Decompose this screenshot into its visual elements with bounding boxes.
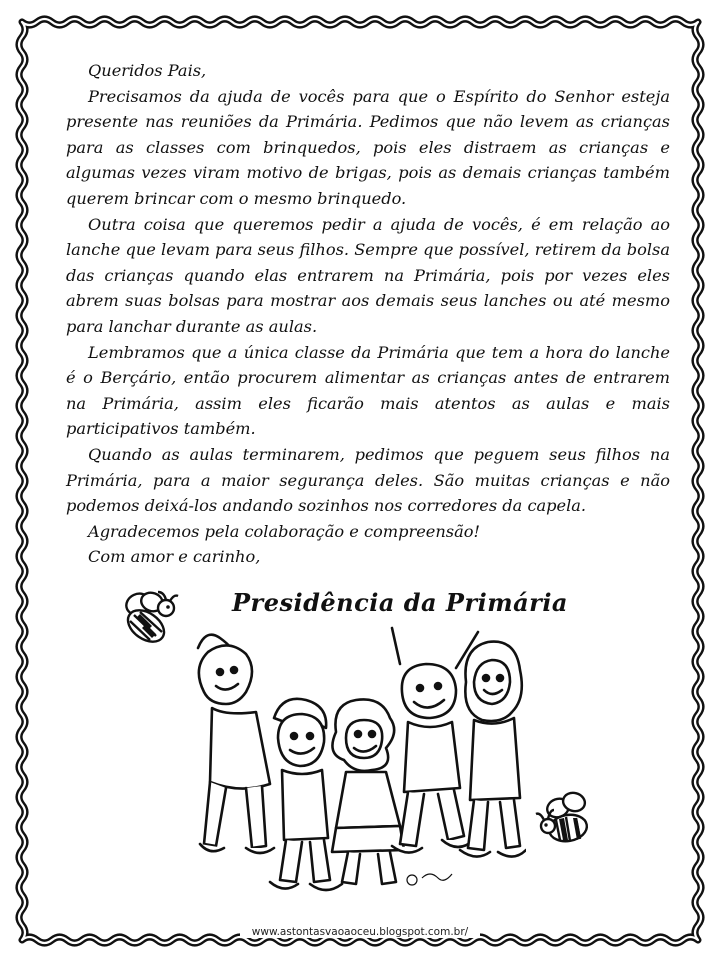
paragraph-nursery: Lembramos que a única classe da Primária que tem a hora do lanche é o Berçário, então procurem alimentar as crianças antes de entrarem na Primária, assim eles ficarão mais atentos as aulas e mais participativos também. [66,342,670,439]
paragraph-toys: Precisamos da ajuda de vocês para que o Espírito do Senhor esteja presente nas reuniões da Primária. Pedimos que não levem as crianças para as classes com brinquedos, pois eles distraem as crianças e algumas vezes viram motivo de brigas, pois as demais crianças também querem brincar com o mesmo brinquedo. [66,86,670,208]
bee-icon [108,588,188,652]
signature-title: Presidência da Primária [232,588,568,617]
letter-body [66,58,670,570]
salutation: Queridos Pais, [88,61,207,80]
closing-line: Com amor e carinho, [88,547,261,567]
children-group-illustration [186,608,526,908]
paragraph-snacks: Outra coisa que queremos pedir a ajuda de vocês, é em relação ao lanche que levam para seus filhos. Sempre que possível, retirem da bolsa das crianças quando elas entrarem na Primária, pois por vezes eles abrem suas bolsas para mostrar aos demais seus lanches ou até mesmo para lanchar durante as aulas. [66,214,670,336]
bee-icon [532,790,608,854]
thanks-line: Agradecemos pela colaboração e compreensão! [88,521,481,541]
website-url: www.astontasvaoaoceu.blogspot.com.br/ [240,926,480,938]
paragraph-pickup: Quando as aulas terminarem, pedimos que peguem seus filhos na Primária, para a maior segurança deles. São muitas crianças e não podemos deixá-los andando sozinhos nos corredores da capela. [66,444,670,516]
